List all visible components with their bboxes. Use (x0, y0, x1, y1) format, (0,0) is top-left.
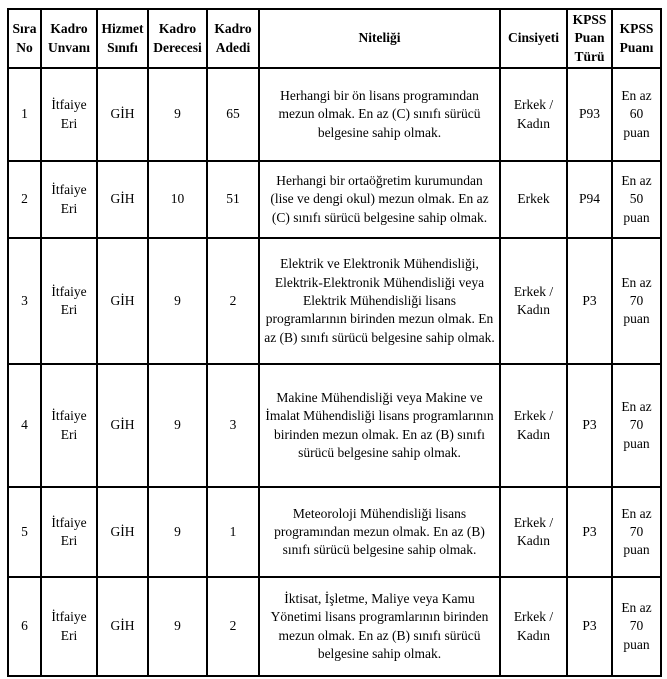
cell-sira-no: 3 (8, 238, 41, 364)
header-kpss-puan-turu: KPSS Puan Türü (567, 9, 612, 68)
cell-hizmet-sinifi: GİH (97, 68, 148, 161)
cell-kadro-derecesi: 9 (148, 487, 207, 577)
header-hizmet-sinifi: Hizmet Sınıfı (97, 9, 148, 68)
header-cinsiyeti: Cinsiyeti (500, 9, 567, 68)
cell-kadro-unvani: İtfaiye Eri (41, 161, 97, 238)
cell-kadro-derecesi: 9 (148, 577, 207, 676)
table-row (8, 161, 661, 238)
cell-sira-no: 1 (8, 68, 41, 161)
cell-kadro-adedi: 2 (207, 238, 259, 364)
cell-niteligi: Herhangi bir ortaöğretim kurumundan (lise ve dengi okul) mezun olmak. En az (C) sınıfı sürücü belgesine sahip olmak. (259, 161, 500, 238)
cell-kpss-puan-turu: P94 (567, 161, 612, 238)
cell-kadro-derecesi: 9 (148, 364, 207, 487)
cell-kpss-puan-turu: P3 (567, 364, 612, 487)
cell-cinsiyeti: Erkek / Kadın (500, 577, 567, 676)
table-row (8, 238, 661, 364)
header-kadro-derecesi: Kadro Derecesi (148, 9, 207, 68)
cell-kpss-puani: En az 70 puan (612, 577, 661, 676)
cell-cinsiyeti: Erkek / Kadın (500, 238, 567, 364)
cell-kpss-puan-turu: P3 (567, 238, 612, 364)
cell-kadro-derecesi: 9 (148, 238, 207, 364)
cell-kadro-unvani: İtfaiye Eri (41, 487, 97, 577)
header-niteligi: Niteliği (259, 9, 500, 68)
cell-kadro-adedi: 1 (207, 487, 259, 577)
cell-cinsiyeti: Erkek / Kadın (500, 487, 567, 577)
table-header-row (8, 9, 661, 68)
cell-sira-no: 5 (8, 487, 41, 577)
cell-kpss-puan-turu: P93 (567, 68, 612, 161)
cell-kpss-puani: En az 70 puan (612, 238, 661, 364)
cell-sira-no: 2 (8, 161, 41, 238)
cell-kadro-unvani: İtfaiye Eri (41, 364, 97, 487)
cell-niteligi: İktisat, İşletme, Maliye veya Kamu Yönetimi lisans programlarının birinden mezun olmak. En az (B) sınıfı sürücü belgesine sahip olmak. (259, 577, 500, 676)
cell-hizmet-sinifi: GİH (97, 161, 148, 238)
cell-hizmet-sinifi: GİH (97, 487, 148, 577)
cell-kadro-adedi: 51 (207, 161, 259, 238)
header-kpss-puani: KPSS Puanı (612, 9, 661, 68)
cell-kpss-puan-turu: P3 (567, 577, 612, 676)
cell-niteligi: Elektrik ve Elektronik Mühendisliği, Elektrik-Elektronik Mühendisliği veya Elektrik Mühendisliği lisans programlarının birinden mezun olmak. En az (B) sınıfı sürücü belgesine sahip olmak. (259, 238, 500, 364)
cell-kpss-puani: En az 70 puan (612, 364, 661, 487)
cell-hizmet-sinifi: GİH (97, 577, 148, 676)
table-row (8, 487, 661, 577)
cell-cinsiyeti: Erkek / Kadın (500, 364, 567, 487)
cell-kadro-derecesi: 10 (148, 161, 207, 238)
cell-kadro-adedi: 2 (207, 577, 259, 676)
cell-kadro-unvani: İtfaiye Eri (41, 577, 97, 676)
table-row (8, 68, 661, 161)
table-row (8, 577, 661, 676)
cell-kpss-puani: En az 50 puan (612, 161, 661, 238)
cell-sira-no: 4 (8, 364, 41, 487)
job-positions-table (7, 8, 662, 677)
header-kadro-unvani: Kadro Unvanı (41, 9, 97, 68)
header-kadro-adedi: Kadro Adedi (207, 9, 259, 68)
cell-kadro-unvani: İtfaiye Eri (41, 68, 97, 161)
cell-kpss-puan-turu: P3 (567, 487, 612, 577)
cell-kadro-unvani: İtfaiye Eri (41, 238, 97, 364)
cell-hizmet-sinifi: GİH (97, 364, 148, 487)
cell-niteligi: Makine Mühendisliği veya Makine ve İmalat Mühendisliği lisans programlarının birinden mezun olmak. En az (B) sınıfı sürücü belgesine sahip olmak. (259, 364, 500, 487)
table-row (8, 364, 661, 487)
cell-niteligi: Meteoroloji Mühendisliği lisans programından mezun olmak. En az (B) sınıfı sürücü belgesine sahip olmak. (259, 487, 500, 577)
cell-kadro-adedi: 3 (207, 364, 259, 487)
cell-kadro-adedi: 65 (207, 68, 259, 161)
cell-niteligi: Herhangi bir ön lisans programından mezun olmak. En az (C) sınıfı sürücü belgesine sahip olmak. (259, 68, 500, 161)
cell-cinsiyeti: Erkek / Kadın (500, 68, 567, 161)
cell-cinsiyeti: Erkek (500, 161, 567, 238)
cell-sira-no: 6 (8, 577, 41, 676)
cell-kadro-derecesi: 9 (148, 68, 207, 161)
cell-kpss-puani: En az 60 puan (612, 68, 661, 161)
cell-hizmet-sinifi: GİH (97, 238, 148, 364)
cell-kpss-puani: En az 70 puan (612, 487, 661, 577)
header-sira-no: Sıra No (8, 9, 41, 68)
